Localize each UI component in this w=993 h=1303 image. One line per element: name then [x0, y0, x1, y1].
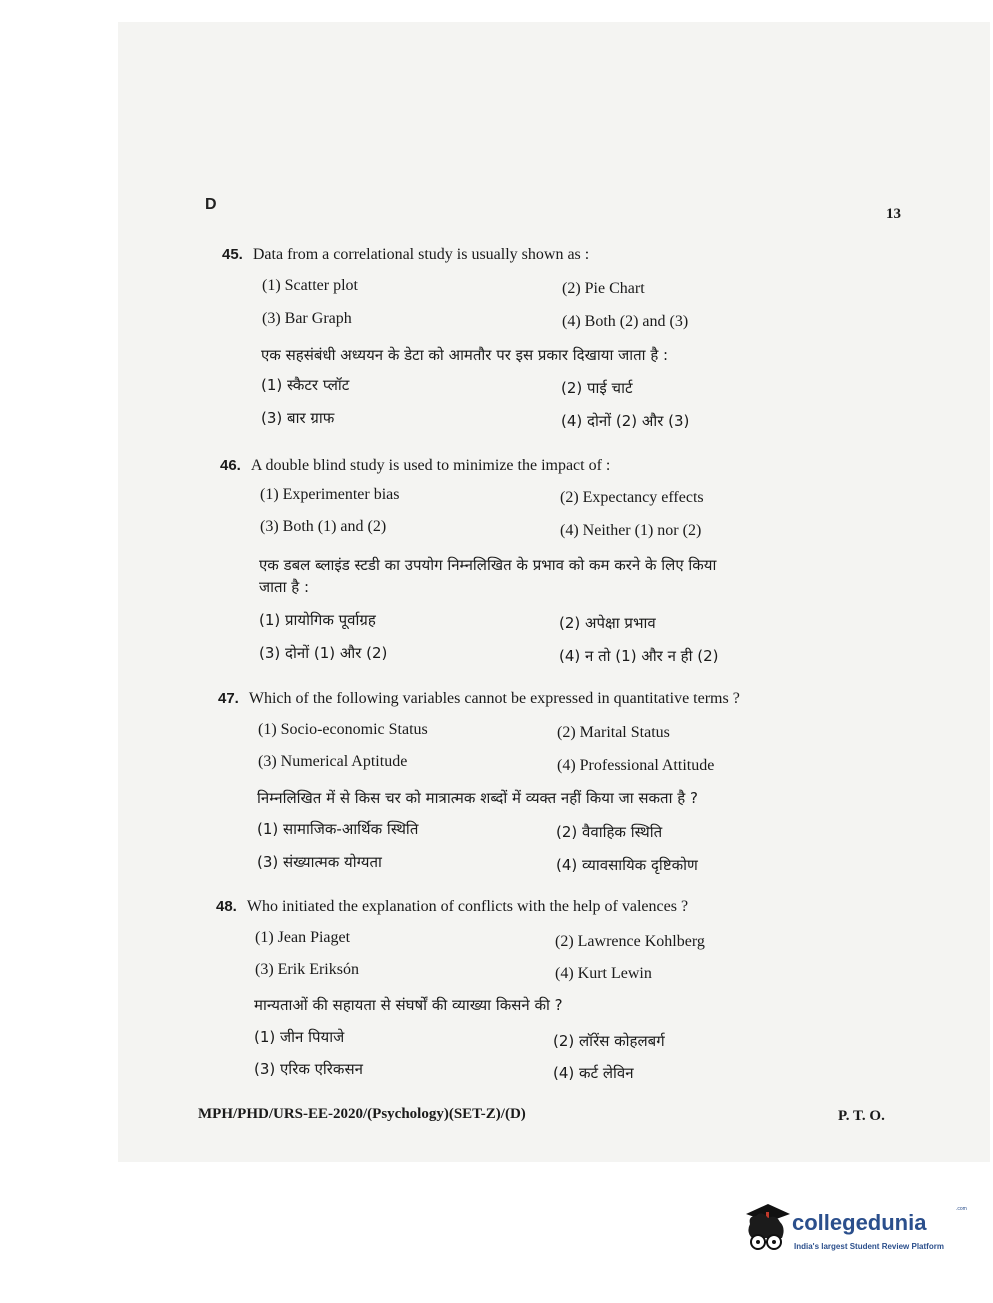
question-text: Which of the following variables cannot be expressed in quantitative terms ? [248, 690, 740, 707]
option-en: (2) Lawrence Kohlberg [555, 933, 705, 950]
option-hi: (3) एरिक एरिकसन [254, 1060, 363, 1078]
collegedunia-logo [740, 1196, 970, 1262]
option-en: (1) Jean Piaget [255, 929, 351, 946]
option-hi: (3) संख्यात्मक योग्यता [257, 853, 382, 871]
please-turn-over: P. T. O. [838, 1108, 885, 1124]
question-47-hi: निम्नलिखित में से किस चर को मात्रात्मक शब्दों में व्यक्त नहीं किया जा सकता है ? [257, 789, 698, 807]
option-en: (4) Professional Attitude [557, 757, 715, 774]
page-number: 13 [886, 206, 901, 222]
option-hi: (2) लॉरेंस कोहलबर्ग [553, 1032, 665, 1050]
option-hi: (3) दोनों (1) और (2) [259, 644, 388, 662]
option-en: (2) Pie Chart [562, 280, 645, 297]
option-hi: (1) प्रायोगिक पूर्वाग्रह [259, 611, 376, 629]
option-en: (2) Expectancy effects [560, 489, 704, 506]
option-hi: (4) न तो (1) और न ही (2) [559, 647, 719, 665]
question-number: 46. [220, 457, 241, 474]
question-48-hi: मान्यताओं की सहायता से संघर्षों की व्याख्या किसने की ? [254, 996, 563, 1014]
question-45-en [222, 244, 589, 265]
option-en: (3) Numerical Aptitude [258, 753, 408, 770]
question-number: 48. [216, 898, 237, 915]
question-45-hi: एक सहसंबंधी अध्ययन के डेटा को आमतौर पर इस प्रकार दिखाया जाता है : [261, 346, 669, 364]
option-hi: (1) स्कैटर प्लॉट [261, 376, 350, 394]
option-hi: (4) कर्ट लेविन [553, 1064, 634, 1082]
question-46-hi-cont: जाता है : [259, 578, 310, 596]
question-text: A double blind study is used to minimize the impact of : [250, 457, 611, 474]
option-en: (3) Bar Graph [262, 310, 352, 327]
question-number: 45. [222, 246, 243, 263]
question-48-en [216, 896, 688, 917]
option-hi: (2) वैवाहिक स्थिति [556, 823, 663, 841]
question-46-en [220, 455, 610, 476]
question-text: Who initiated the explanation of conflicts with the help of valences ? [246, 898, 689, 915]
option-en: (3) Both (1) and (2) [260, 518, 387, 535]
option-hi: (3) बार ग्राफ [261, 409, 335, 427]
question-text: Data from a correlational study is usually shown as : [252, 246, 590, 263]
brand-tagline: India's largest Student Review Platform [794, 1242, 944, 1251]
mascot-icon [740, 1198, 792, 1258]
option-hi: (4) दोनों (2) और (3) [561, 412, 690, 430]
paper-code: MPH/PHD/URS-EE-2020/(Psychology)(SET-Z)/(D) [198, 1106, 526, 1122]
option-en: (2) Marital Status [557, 724, 670, 741]
option-en: (4) Neither (1) nor (2) [560, 522, 702, 539]
option-hi: (1) सामाजिक-आर्थिक स्थिति [257, 820, 419, 838]
option-hi: (4) व्यावसायिक दृष्टिकोण [556, 856, 698, 874]
brand-domain: .com [956, 1206, 967, 1212]
option-hi: (1) जीन पियाजे [254, 1028, 345, 1046]
question-47-en [218, 688, 740, 709]
option-en: (1) Socio-economic Status [258, 721, 428, 738]
option-en: (3) Erik Eriksón [255, 961, 359, 978]
option-en: (4) Kurt Lewin [555, 965, 652, 982]
option-hi: (2) अपेक्षा प्रभाव [559, 614, 656, 632]
scanned-page [118, 22, 990, 1162]
option-hi: (2) पाई चार्ट [561, 379, 633, 397]
option-en: (1) Scatter plot [262, 277, 358, 294]
option-en: (4) Both (2) and (3) [562, 313, 689, 330]
question-number: 47. [218, 690, 239, 707]
question-46-hi: एक डबल ब्लाइंड स्टडी का उपयोग निम्नलिखित के प्रभाव को कम करने के लिए किया [259, 556, 717, 574]
booklet-series: D [205, 196, 217, 213]
option-en: (1) Experimenter bias [260, 486, 400, 503]
brand-name: collegedunia [792, 1210, 927, 1235]
